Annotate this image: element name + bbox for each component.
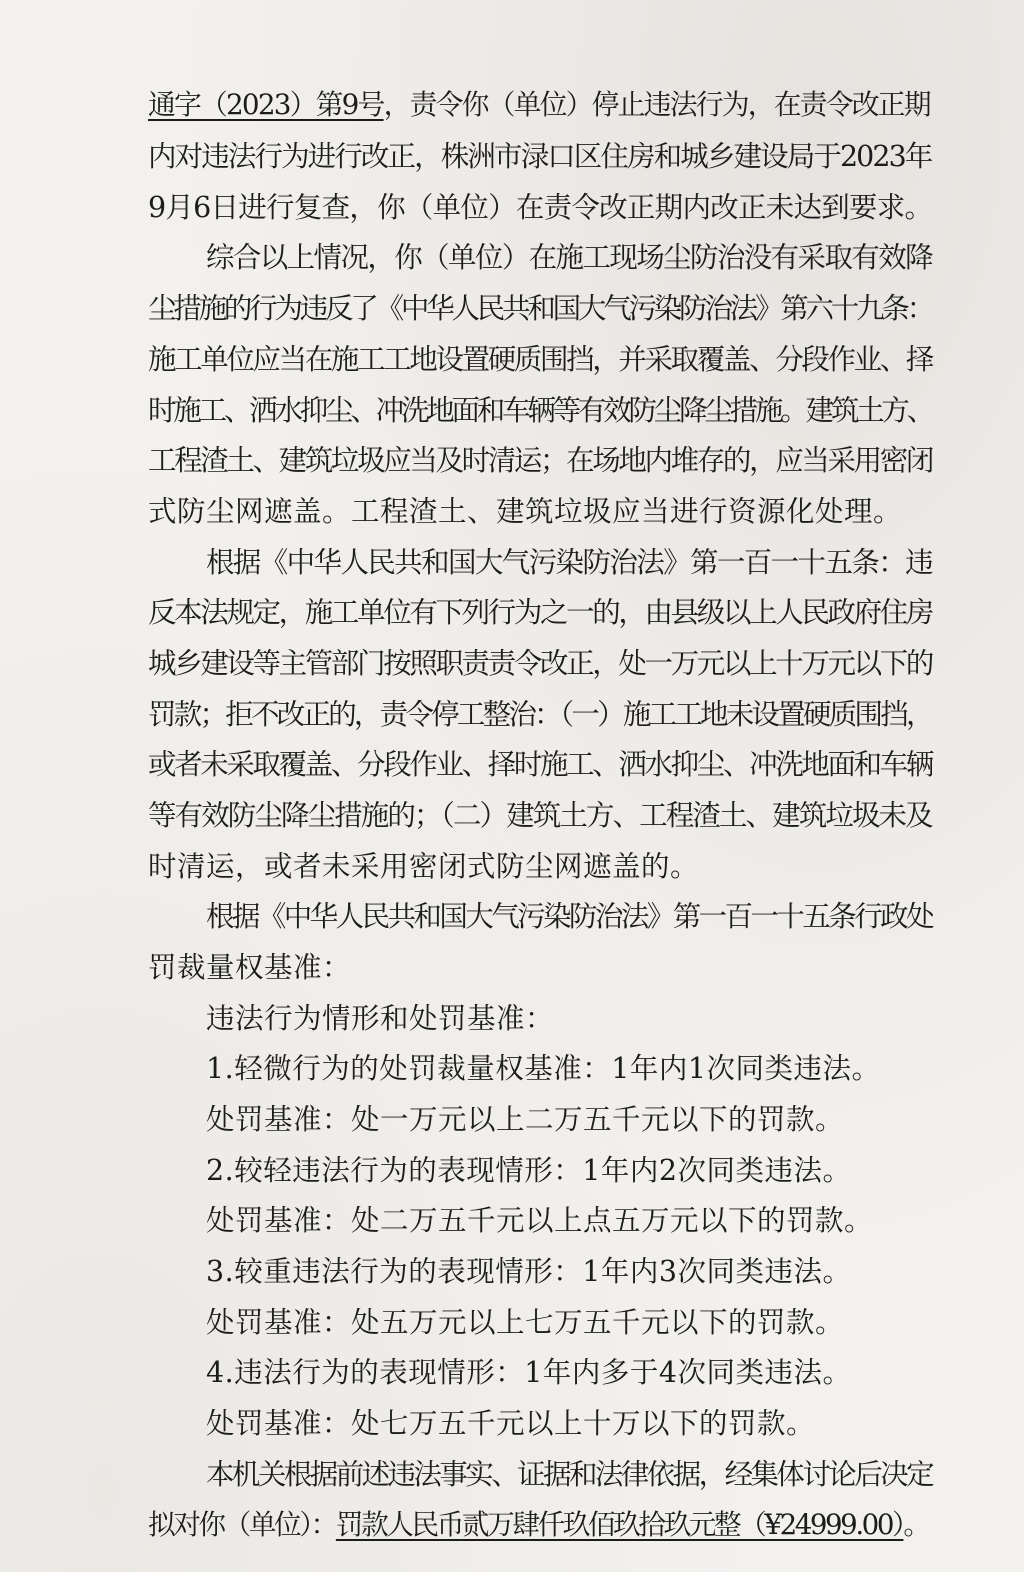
para-line: 工程渣土、建筑垃圾应当及时清运；在场地内堆存的，应当采用密闭 <box>148 444 933 477</box>
para-line: 时清运，或者未采用密闭式防尘网遮盖的。 <box>148 850 700 883</box>
standard-item: 4.违法行为的表现情形：1年内多于4次同类违法。 <box>206 1356 852 1389</box>
fine-amount: 罚款人民币贰万肆仟玖佰玖拾玖元整（¥24999.00） <box>335 1508 904 1541</box>
standards-heading: 违法行为情形和处罚基准： <box>206 1002 555 1035</box>
para-line: 根据《中华人民共和国大气污染防治法》第一百一十五条：违 <box>206 546 933 579</box>
para-line: 综合以上情况，你（单位）在施工现场尘防治没有采取有效降 <box>206 241 933 274</box>
para-line: 等有效防尘降尘措施的；（二）建筑土方、工程渣土、建筑垃圾未及 <box>148 799 932 832</box>
standard-penalty: 处罚基准：处一万元以上二万五千元以下的罚款。 <box>206 1103 845 1136</box>
para-line: 9月6日进行复查，你（单位）在责令改正期内改正未达到要求。 <box>148 191 933 224</box>
decision-line: 拟对你（单位）：罚款人民币贰万肆仟玖佰玖拾玖元整（¥24999.00）。 <box>148 1508 929 1541</box>
para-line: 或者未采取覆盖、分段作业、择时施工、洒水抑尘、冲洗地面和车辆 <box>148 748 933 781</box>
para-line: 式防尘网遮盖。工程渣土、建筑垃圾应当进行资源化处理。 <box>148 495 903 528</box>
para-line: 反本法规定，施工单位有下列行为之一的，由县级以上人民政府住房 <box>148 596 933 629</box>
para-line: 罚款；拒不改正的，责令停工整治：（一）施工工地未设置硬质围挡， <box>148 698 932 731</box>
standard-item: 3.较重违法行为的表现情形：1年内3次同类违法。 <box>206 1255 852 1288</box>
para-line: 通字（2023）第9号，责令你（单位）停止违法行为，在责令改正期 <box>148 88 930 121</box>
standard-penalty: 处罚基准：处二万五千元以上点五万元以下的罚款。 <box>206 1204 874 1237</box>
standard-penalty: 处罚基准：处七万五千元以上十万以下的罚款。 <box>206 1407 816 1440</box>
para-line: 根据《中华人民共和国大气污染防治法》第一百一十五条行政处 <box>206 900 933 933</box>
decision-line: 本机关根据前述违法事实、证据和法律依据，经集体讨论后决定 <box>206 1458 933 1491</box>
para-line: 城乡建设等主管部门按照职责责令改正，处一万元以上十万元以下的 <box>148 647 933 680</box>
para-line: 罚裁量权基准： <box>148 951 352 984</box>
standard-penalty: 处罚基准：处五万元以上七万五千元以下的罚款。 <box>206 1306 845 1339</box>
para-line: 内对违法行为进行改正，株洲市渌口区住房和城乡建设局于2023年 <box>148 140 932 173</box>
standard-item: 2.较轻违法行为的表现情形：1年内2次同类违法。 <box>206 1154 852 1187</box>
para-line: 时施工、洒水抑尘、冲洗地面和车辆等有效防尘降尘措施。建筑土方、 <box>148 394 933 427</box>
standard-item: 1.轻微行为的处罚裁量权基准：1年内1次同类违法。 <box>206 1052 881 1085</box>
para-line: 尘措施的行为违反了《中华人民共和国大气污染防治法》第六十九条： <box>148 292 933 325</box>
document-number: 通字（2023）第9号 <box>148 88 384 121</box>
para-line: 施工单位应当在施工工地设置硬质围挡，并采取覆盖、分段作业、择 <box>148 343 933 376</box>
